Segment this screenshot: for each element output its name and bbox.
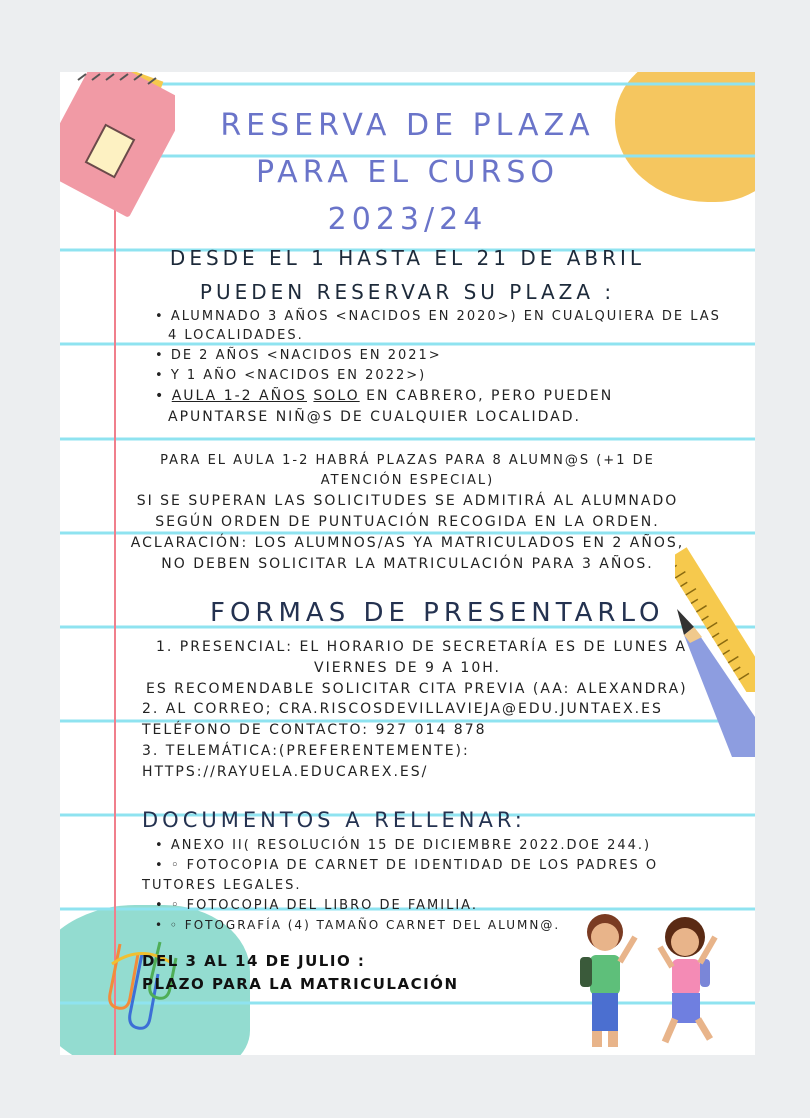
title-line-2: PARA EL CURSO: [256, 155, 559, 190]
forma-1c: ES RECOMENDABLE SOLICITAR CITA PREVIA (AA: ALEXANDRA): [146, 681, 688, 697]
documentos-heading: DOCUMENTOS A RELLENAR:: [142, 808, 526, 832]
formas-heading: FORMAS DE PRESENTARLO: [210, 598, 665, 628]
note-4: SEGÚN ORDEN DE PUNTUACIÓN RECOGIDA EN LA ORDEN.: [155, 514, 660, 530]
forma-2b: TELÉFONO DE CONTACTO: 927 014 878: [142, 722, 487, 738]
reserve-item-1: • ALUMNADO 3 AÑOS <NACIDOS EN 2020>) EN CUALQUIERA DE LAS: [155, 309, 721, 324]
reserve-item-4b: APUNTARSE NIÑ@S DE CUALQUIER LOCALIDAD.: [168, 409, 581, 425]
forma-1: 1. PRESENCIAL: EL HORARIO DE SECRETARÍA ES DE LUNES A: [156, 639, 688, 655]
forma-3: 3. TELEMÁTICA:(PREFERENTEMENTE):: [142, 743, 470, 759]
dates-heading: DESDE EL 1 HASTA EL 21 DE ABRIL: [169, 246, 646, 270]
forma-2: 2. AL CORREO; CRA.RISCOSDEVILLAVIEJA@EDU.JUNTAEX.ES: [142, 701, 663, 717]
documento-4: • ◦ FOTOGRAFÍA (4) TAMAÑO CARNET DEL ALUMN@.: [155, 918, 560, 932]
reserve-heading: PUEDEN RESERVAR SU PLAZA :: [199, 280, 616, 304]
note-3: SI SE SUPERAN LAS SOLICITUDES SE ADMITIRÁ AL ALUMNADO: [136, 493, 679, 509]
note-5: ACLARACIÓN: LOS ALUMNOS/AS YA MATRICULADOS EN 2 AÑOS,: [130, 535, 685, 551]
matricula-dates: DEL 3 AL 14 DE JULIO :: [142, 952, 366, 970]
documento-1: • ANEXO II( RESOLUCIÓN 15 DE DICIEMBRE 2022.DOE 244.): [155, 838, 651, 853]
documento-3: • ◦ FOTOCOPIA DEL LIBRO DE FAMILIA.: [155, 898, 478, 913]
forma-1b: VIERNES DE 9 A 10H.: [314, 660, 501, 676]
forma-3b: HTTPS://RAYUELA.EDUCAREX.ES/: [142, 764, 429, 780]
reserve-item-2: • DE 2 AÑOS <NACIDOS EN 2021>: [155, 348, 442, 363]
note-1: PARA EL AULA 1-2 HABRÁ PLAZAS PARA 8 ALUMN@S (+1 DE: [160, 453, 655, 468]
documento-2b: TUTORES LEGALES.: [142, 878, 302, 893]
title-line-3: 2023/24: [327, 202, 488, 237]
poster: [60, 72, 755, 1055]
reserve-item-1b: 4 LOCALIDADES.: [168, 328, 304, 343]
note-6: NO DEBEN SOLICITAR LA MATRICULACIÓN PARA 3 AÑOS.: [161, 556, 654, 572]
notebook-icon: [60, 72, 175, 217]
note-2: ATENCIÓN ESPECIAL): [320, 473, 495, 488]
matricula-label: PLAZO PARA LA MATRICULACIÓN: [142, 975, 459, 993]
documento-2: • ◦ FOTOCOPIA DE CARNET DE IDENTIDAD DE LOS PADRES O: [155, 858, 658, 873]
solo-label: SOLO: [313, 388, 360, 404]
reserve-item-4-rest: EN CABRERO, PERO PUEDEN: [366, 388, 614, 404]
reserve-item-4: [155, 388, 613, 404]
reserve-item-3: • Y 1 AÑO <NACIDOS EN 2022>): [155, 368, 426, 383]
title-line-1: RESERVA DE PLAZA: [220, 108, 595, 143]
children-icon: [560, 907, 745, 1055]
aula-label: AULA 1-2 AÑOS: [171, 388, 307, 404]
